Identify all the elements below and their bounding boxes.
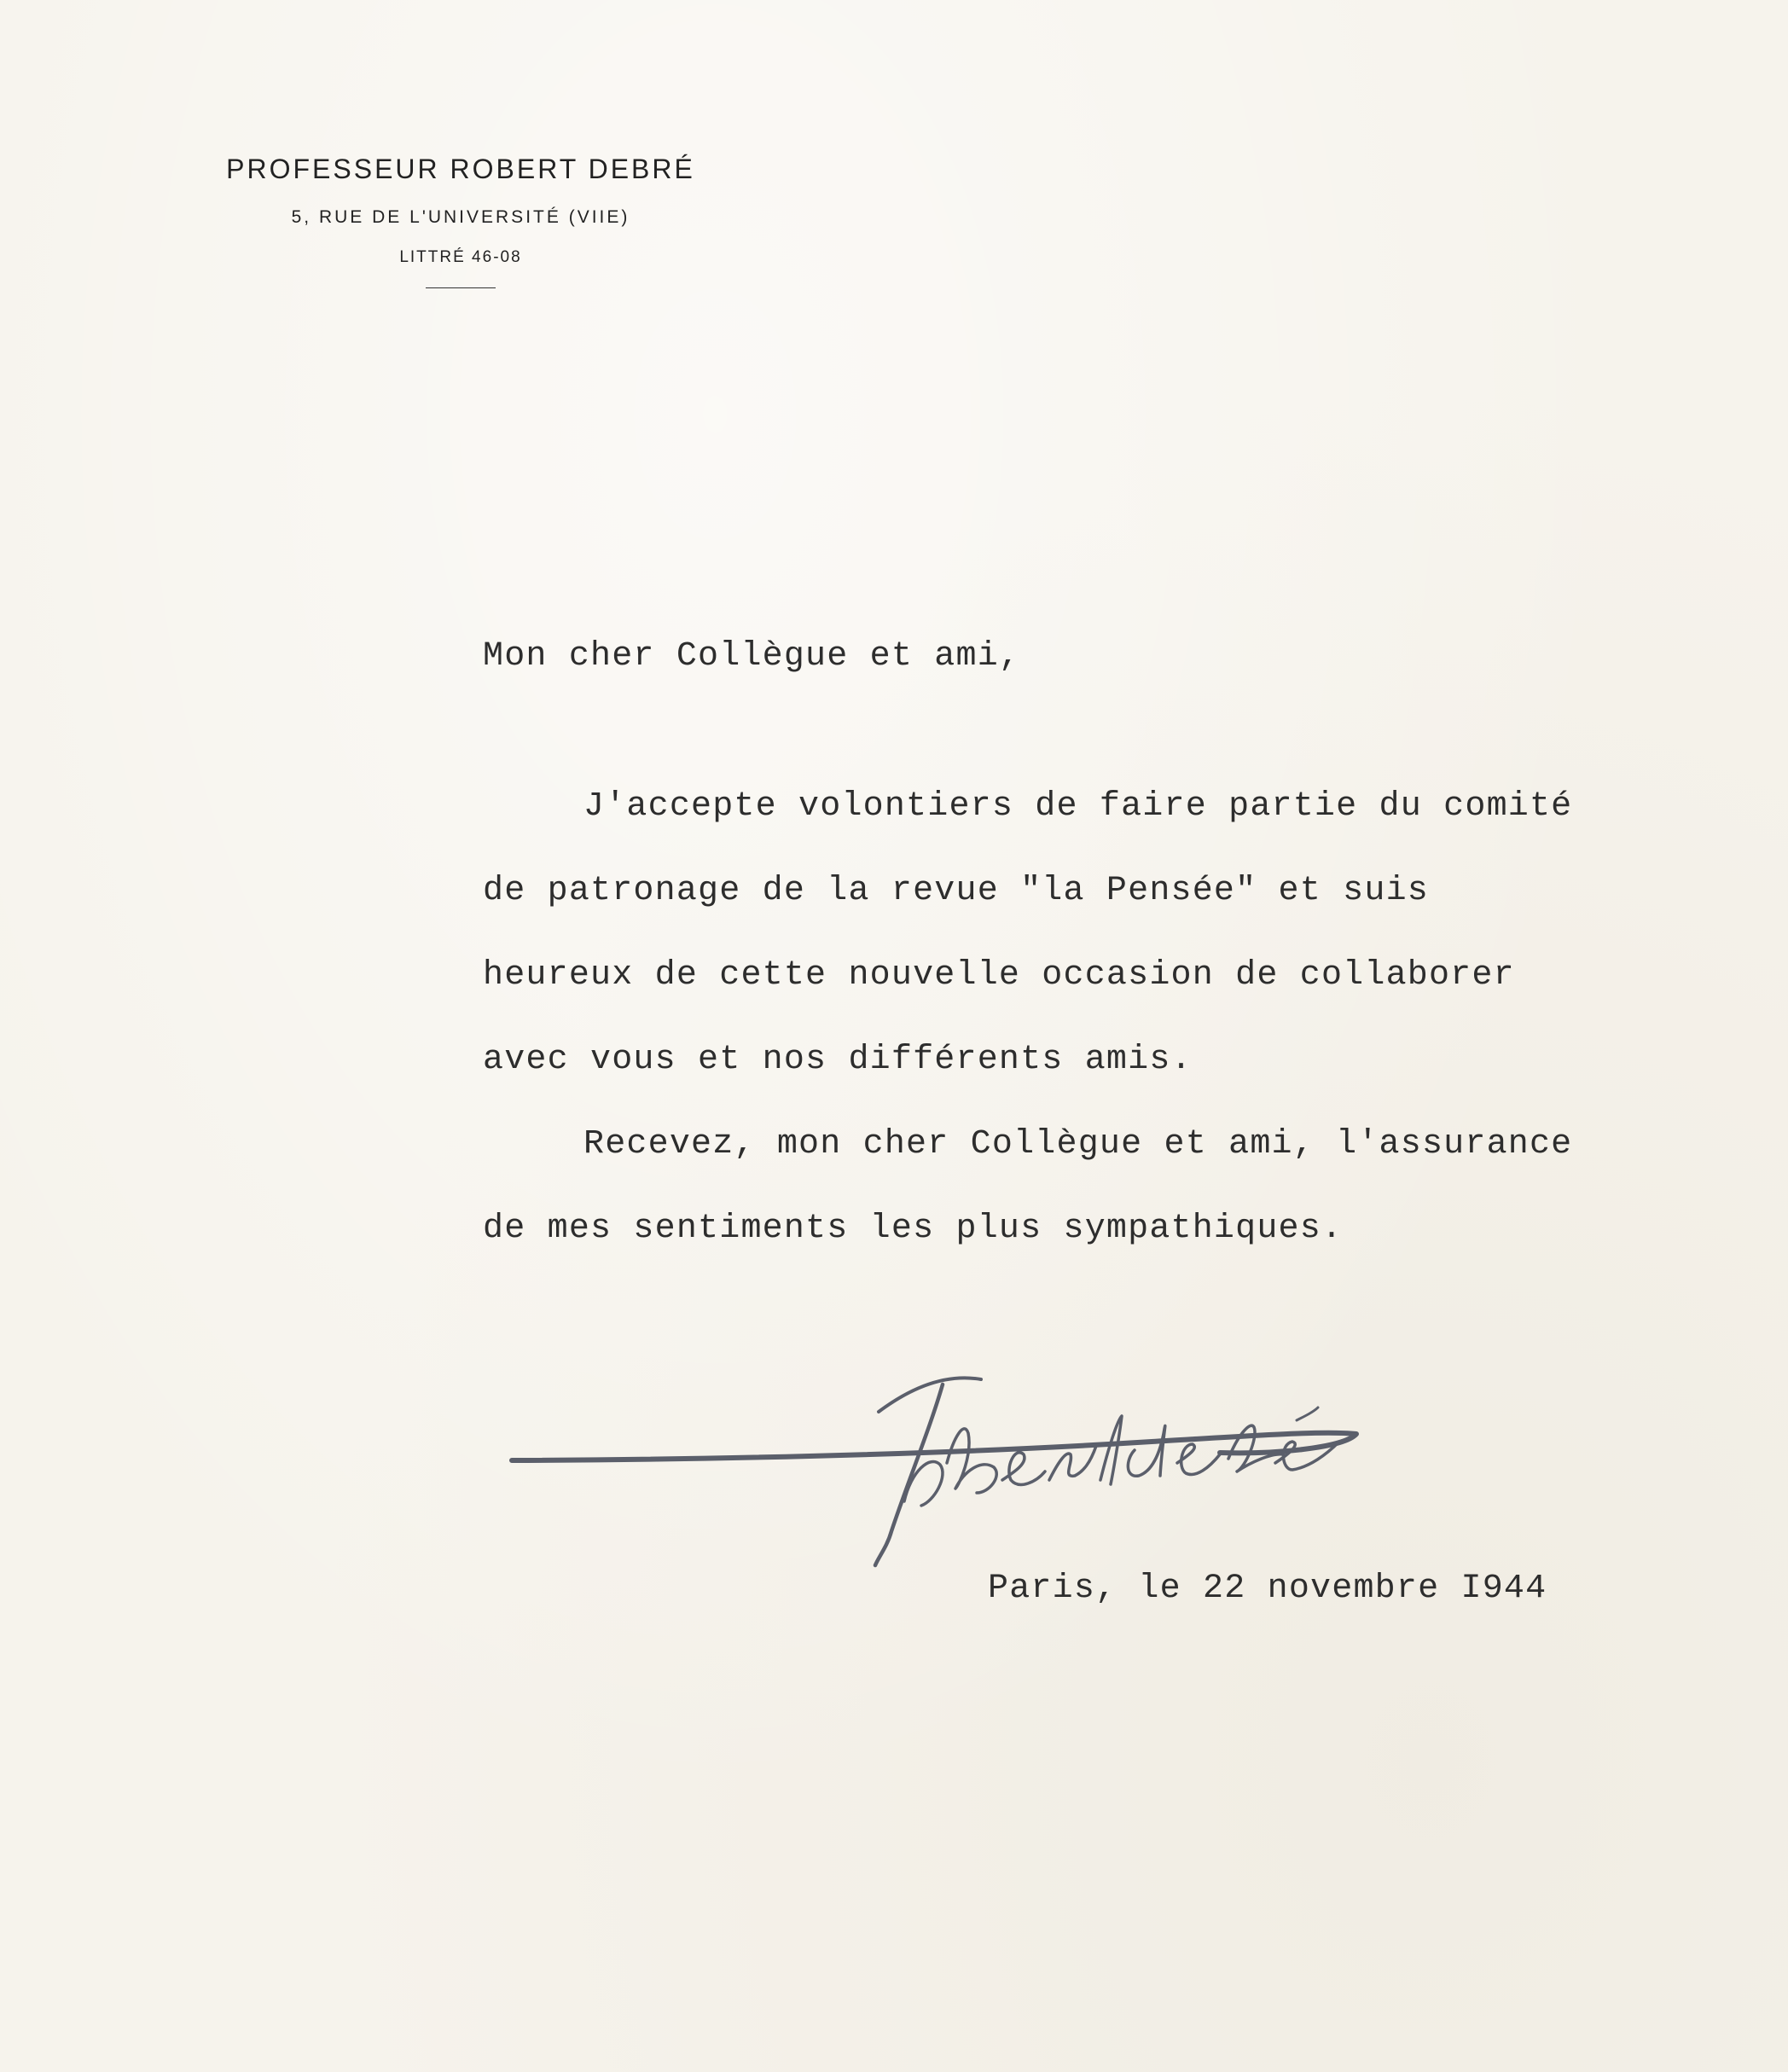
paragraph-line: J'accepte volontiers de faire partie du comité [583,787,1573,826]
letterhead-phone: LITTRÉ 46-08 [399,248,522,266]
letter-body [483,633,1762,1271]
letterhead-name: PROFESSEUR ROBERT DEBRÉ [226,154,695,184]
date-line: Paris, le 22 novembre I944 [988,1570,1547,1608]
paragraph-line: avec vous et nos différents amis. [483,1041,1193,1079]
paragraph-line: Recevez, mon cher Collègue et ami, l'assurance [583,1125,1573,1164]
salutation: Mon cher Collègue et ami, [483,637,1021,676]
paragraph-closing [483,1102,1762,1271]
letterhead-address: 5, RUE DE L'UNIVERSITÉ (VIIE) [291,207,630,227]
letterhead-rule [426,287,496,288]
paragraph-acceptance [483,764,1762,1102]
paragraph-line: de mes sentiments les plus sympathiques. [483,1210,1344,1248]
paragraph-line: heureux de cette nouvelle occasion de collaborer [483,956,1515,995]
paragraph-line: de patronage de la revue "la Pensée" et suis [483,872,1429,910]
letterhead [162,154,759,288]
handwritten-signature [503,1335,1527,1591]
